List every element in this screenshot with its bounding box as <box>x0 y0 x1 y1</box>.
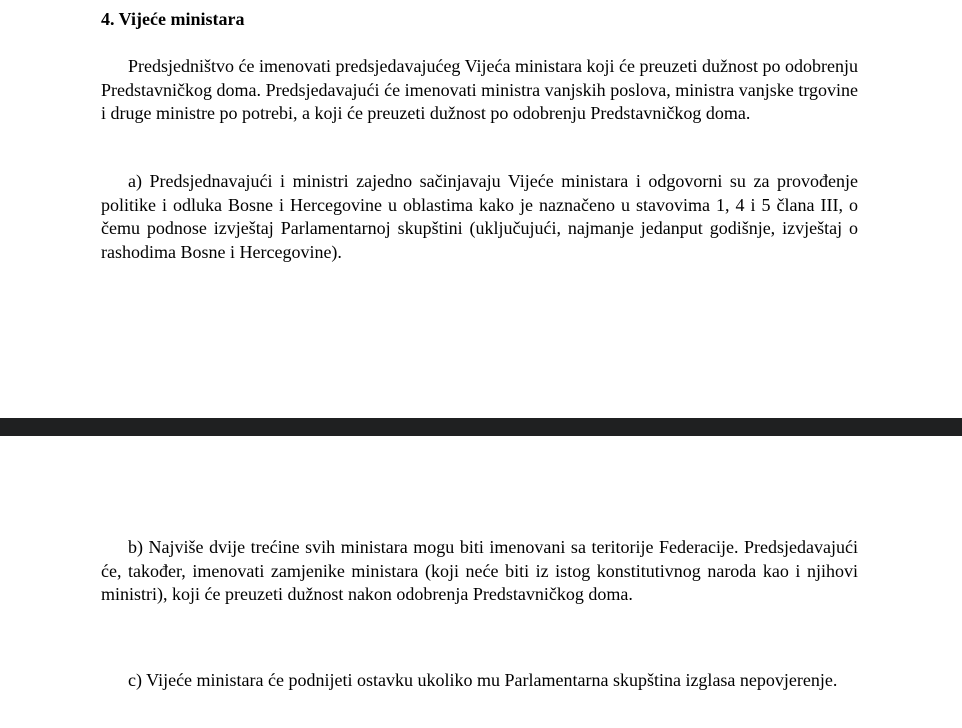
paragraph-item-a: a) Predsjednavajući i ministri zajedno sačinjavaju Vijeće ministara i odgovorni su za provođenje politike i odluka Bosne i Hercegovine u oblastima kako je naznačeno u stavovima 1, 4 i 5 člana III, o čemu podnose izvještaj Parlamentarnoj skupštini (uključujući, najmanje jedanput godišnje, izvještaj o rashodima Bosne i Hercegovine). <box>101 171 858 262</box>
section-heading: 4. Vijeće ministara <box>101 9 245 29</box>
intro-paragraph: Predsjedništvo će imenovati predsjedavajućeg Vijeća ministara koji će preuzeti dužnost po odobrenju Predstavničkog doma. Predsjedavajući će imenovati ministra vanjskih poslova, ministra vanjske trgovine i druge ministre po potrebi, a koji će preuzeti dužnost po odobrenju Predstavničkog doma. <box>101 56 858 123</box>
page-break-divider <box>0 418 962 436</box>
paragraph-item-b: b) Najviše dvije trećine svih ministara mogu biti imenovani sa teritorije Federacije. Predsjedavajući će, također, imenovati zamjenike ministara (koji neće biti iz istog konstitutivnog naroda kao i njihovi ministri), koji će preuzeti dužnost nakon odobrenja Predstavničkog doma. <box>101 537 858 604</box>
paragraph-item-c: c) Vijeće ministara će podnijeti ostavku ukoliko mu Parlamentarna skupština izglasa nepovjerenje. <box>128 670 838 690</box>
document-page-bottom <box>0 436 962 728</box>
